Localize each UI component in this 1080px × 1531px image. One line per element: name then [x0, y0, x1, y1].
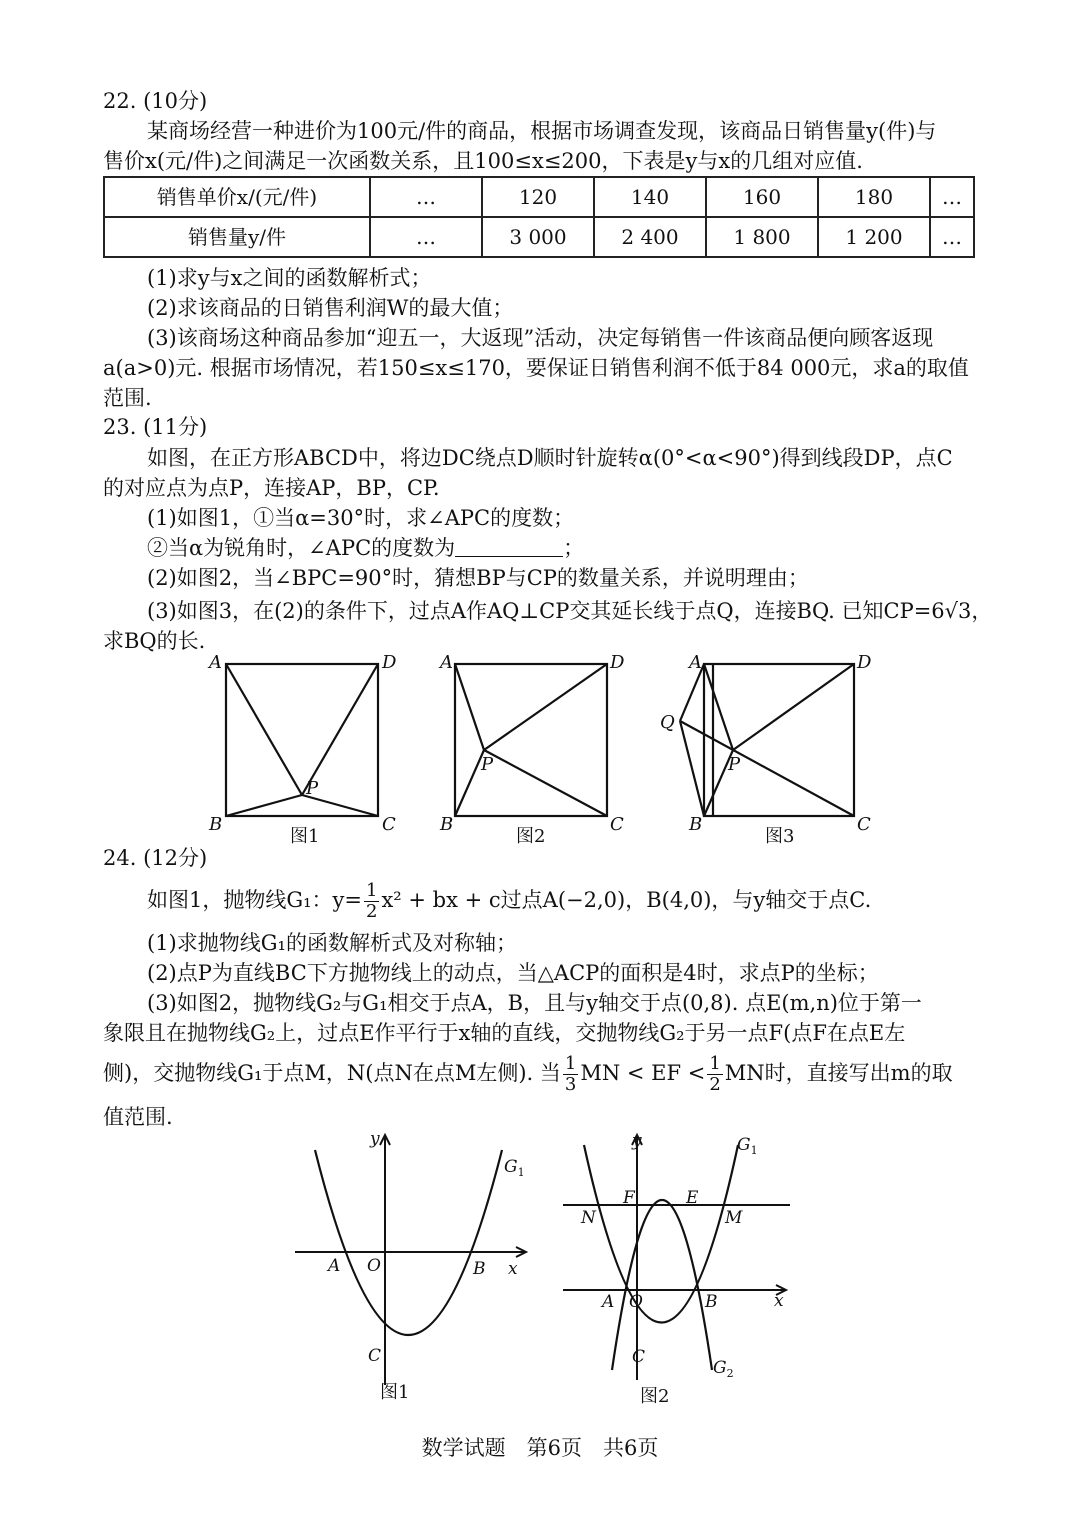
q24-figure-1	[290, 1130, 550, 1410]
q24-figure-2	[560, 1130, 800, 1415]
label-o: O	[367, 1256, 381, 1276]
label-b: B	[689, 814, 703, 835]
label-n: N	[581, 1208, 596, 1228]
q22-part-1: (1)求y与x之间的函数解析式；	[147, 266, 432, 290]
label-y: y	[632, 1131, 642, 1151]
q24-part-3c	[103, 1052, 953, 1095]
fraction-numerator: 1	[709, 1053, 721, 1074]
label-q: Q	[660, 712, 675, 733]
segment-ap	[455, 664, 484, 750]
q22-part-3c: 范围.	[103, 386, 152, 410]
q22-value-table	[103, 176, 975, 258]
label-g2-letter: G	[713, 1358, 727, 1378]
label-f: F	[623, 1188, 635, 1208]
label-c: C	[857, 814, 871, 835]
q24-part-3c-text-2: MN时，直接写出m的取	[724, 1061, 953, 1085]
square-abcd	[455, 664, 607, 816]
label-c: C	[610, 814, 624, 835]
q23-figure-3	[658, 650, 878, 850]
q22-part-3a: (3)该商场这种商品参加“迎五一，大返现”活动，决定每销售一件该商品便向顾客返现	[147, 326, 934, 350]
q23-part-2: (2)如图2，当∠BPC=90°时，猜想BP与CP的数量关系，并说明理由；	[147, 566, 809, 590]
q22-part-2: (2)求该商品的日销售利润W的最大值；	[147, 296, 514, 320]
parabola-g1	[315, 1150, 502, 1335]
caption-fig-1: 图1	[380, 1382, 410, 1403]
segment-ap	[226, 664, 302, 795]
fraction-denominator: 2	[709, 1074, 721, 1095]
label-a: A	[602, 1292, 615, 1312]
label-g1-subscript: 1	[517, 1166, 525, 1179]
q24-part-2: (2)点P为直线BC下方抛物线上的动点，当△ACP的面积是4时，求点P的坐标；	[147, 961, 879, 985]
q23-part-3b: 求BQ的长.	[103, 629, 206, 653]
q23-part-1b	[147, 533, 584, 564]
label-g1	[737, 1135, 758, 1157]
fraction-half	[364, 881, 379, 922]
caption-fig-3: 图3	[765, 826, 795, 847]
segment-bq	[680, 721, 704, 816]
q24-inequality: MN < EF <	[580, 1061, 706, 1085]
q23-part-1b-end: ；	[563, 536, 585, 560]
label-d: D	[857, 652, 872, 673]
fraction-numerator: 1	[366, 880, 378, 901]
q24-stem-text-2: x² + bx + c过点A(−2,0)，B(4,0)，与y轴交于点C.	[381, 888, 872, 912]
label-p: P	[481, 754, 494, 775]
table-cell: 1 800	[706, 217, 818, 257]
label-g2-subscript: 2	[726, 1367, 734, 1380]
q23-part-3a: (3)如图3，在(2)的条件下，过点A作AQ⊥CP交其延长线于点Q，连接BQ. 已知CP=6√3，	[147, 599, 993, 623]
q24-part-3b: 象限且在抛物线G₂上，过点E作平行于x轴的直线，交抛物线G₂于另一点F(点F在点E左	[103, 1021, 906, 1045]
label-g1	[504, 1157, 525, 1179]
table-cell: …	[370, 177, 482, 217]
label-d: D	[382, 652, 397, 673]
q23-part-1a: (1)如图1，①当α=30°时，求∠APC的度数；	[147, 506, 575, 530]
label-x: x	[774, 1291, 784, 1311]
table-cell: 140	[594, 177, 706, 217]
table-cell: …	[370, 217, 482, 257]
label-g1-subscript: 1	[750, 1144, 758, 1157]
label-c: C	[382, 814, 396, 835]
table-row	[104, 177, 974, 217]
label-a: A	[440, 652, 453, 673]
segment-dp	[733, 664, 854, 750]
table-cell: 2 400	[594, 217, 706, 257]
q23-part-1b-text: ②当α为锐角时，∠APC的度数为	[147, 536, 456, 560]
segment-dp	[484, 664, 607, 750]
q24-part-1: (1)求抛物线G₁的函数解析式及对称轴；	[147, 931, 517, 955]
label-b: B	[440, 814, 454, 835]
page-footer: 数学试题 第6页 共6页	[421, 1436, 659, 1460]
fraction-numerator: 1	[564, 1053, 577, 1074]
q22-stem-1: 某商场经营一种进价为100元/件的商品，根据市场调查发现，该商品日销售量y(件)与	[147, 119, 937, 143]
q23-stem-1: 如图，在正方形ABCD中，将边DC绕点D顺时针旋转α(0°<α<90°)得到线段DP，点C	[147, 446, 953, 470]
table-cell: …	[930, 217, 974, 257]
label-g1-letter: G	[737, 1135, 751, 1155]
label-o: O	[629, 1292, 643, 1312]
segment-dp	[302, 664, 378, 795]
label-x: x	[508, 1259, 518, 1279]
q22-heading: 22. (10分)	[103, 89, 208, 113]
table-cell: 160	[706, 177, 818, 217]
answer-blank	[455, 534, 563, 557]
caption-fig-2: 图2	[516, 826, 546, 847]
fraction-denominator: 2	[366, 901, 378, 922]
label-c: C	[368, 1346, 382, 1366]
q24-stem	[147, 880, 871, 922]
label-y: y	[370, 1129, 380, 1149]
table-cell: 销售量y/件	[104, 217, 370, 257]
segment-cq	[680, 721, 854, 816]
caption-fig-2: 图2	[640, 1386, 670, 1407]
table-cell: 3 000	[482, 217, 594, 257]
table-cell: 销售单价x/(元/件)	[104, 177, 370, 217]
fraction-third	[563, 1054, 578, 1095]
segment-cp	[484, 750, 607, 816]
segment-bp	[226, 795, 302, 816]
label-m: M	[725, 1208, 743, 1228]
segment-bp	[455, 750, 484, 816]
fraction-half-2	[707, 1054, 722, 1095]
q24-part-3c-text: 侧)，交抛物线G₁于点M，N(点N在点M左侧). 当	[103, 1061, 561, 1085]
label-c: C	[632, 1347, 646, 1367]
label-b: B	[473, 1259, 486, 1279]
square-abcd	[704, 664, 854, 816]
q22-stem-2: 售价x(元/件)之间满足一次函数关系，且100≤x≤200，下表是y与x的几组对应值.	[103, 149, 863, 173]
table-cell: …	[930, 177, 974, 217]
q22-part-3b: a(a>0)元. 根据市场情况，若150≤x≤170，要保证日销售利润不低于84 000元，求a的取值	[103, 356, 969, 380]
label-a: A	[689, 652, 702, 673]
label-g1-letter: G	[504, 1157, 518, 1177]
label-b: B	[209, 814, 223, 835]
q23-figure-1	[205, 650, 405, 850]
table-cell: 180	[818, 177, 930, 217]
label-a: A	[209, 652, 222, 673]
label-g2	[713, 1358, 734, 1380]
q24-part-3a: (3)如图2，抛物线G₂与G₁相交于点A，B，且与y轴交于点(0,8). 点E(m,n)位于第一	[147, 991, 922, 1015]
q23-heading: 23. (11分)	[103, 415, 208, 439]
parabola-g2	[612, 1200, 712, 1370]
table-cell: 1 200	[818, 217, 930, 257]
label-d: D	[610, 652, 625, 673]
q23-figure-2	[436, 650, 636, 850]
fraction-denominator: 3	[564, 1074, 577, 1095]
label-a: A	[328, 1256, 341, 1276]
q24-stem-text: 如图1，抛物线G₁：y=	[147, 888, 363, 912]
q24-part-3d: 值范围.	[103, 1105, 173, 1129]
label-p: P	[728, 754, 741, 775]
q23-stem-2: 的对应点为点P，连接AP，BP，CP.	[103, 476, 440, 500]
label-b: B	[705, 1292, 718, 1312]
q24-heading: 24. (12分)	[103, 846, 208, 870]
table-cell: 120	[482, 177, 594, 217]
label-e: E	[686, 1188, 699, 1208]
table-row	[104, 217, 974, 257]
label-p: P	[306, 778, 319, 799]
caption-fig-1: 图1	[290, 826, 320, 847]
